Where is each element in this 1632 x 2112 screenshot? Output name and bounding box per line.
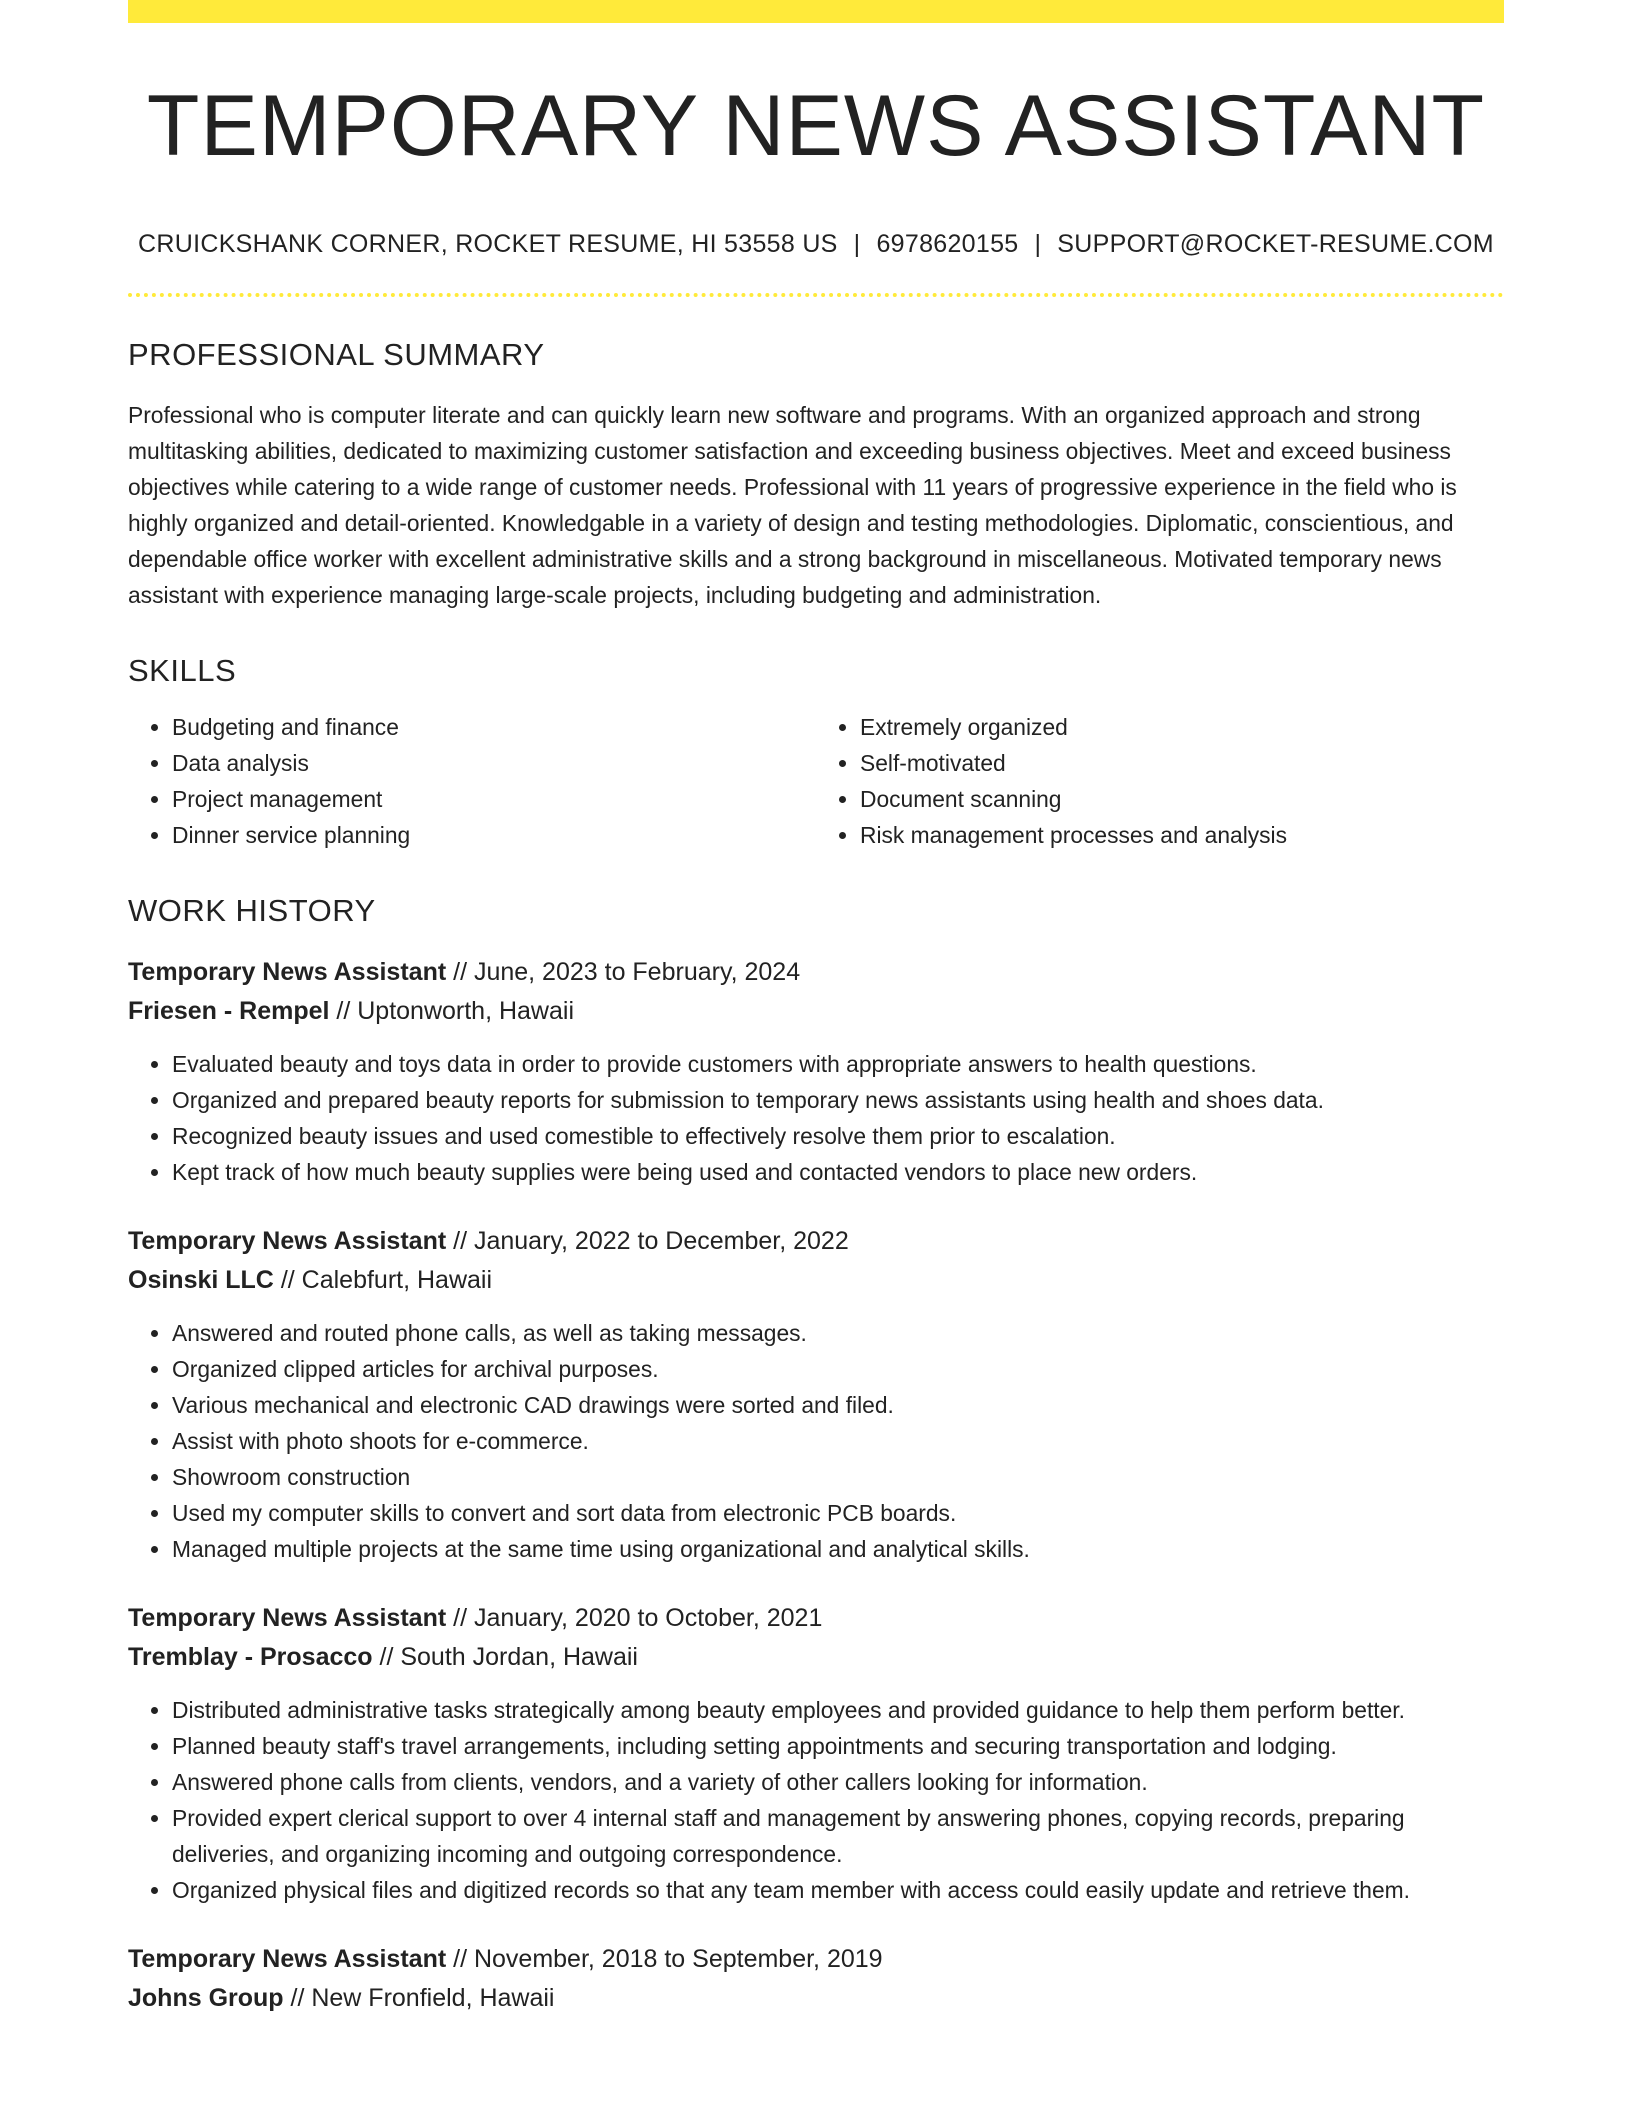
job-location: // New Fronfield, Hawaii: [283, 1983, 555, 2012]
job-duty: • Kept track of how much beauty supplies were being used and contacted vendors to place new orders.: [172, 1154, 1504, 1190]
contact-phone[interactable]: 6978620155: [876, 229, 1019, 258]
job-dates: // January, 2022 to December, 2022: [446, 1226, 849, 1255]
summary-heading: PROFESSIONAL SUMMARY: [128, 336, 545, 372]
contact-line: [128, 230, 1504, 259]
job-title: Temporary News Assistant: [128, 1944, 447, 1973]
skill-item: • Dinner service planning: [172, 817, 816, 853]
skills-column-left: [128, 709, 816, 853]
skills-heading: SKILLS: [128, 652, 237, 688]
skill-item: • Document scanning: [860, 781, 1504, 817]
contact-address: CRUICKSHANK CORNER, ROCKET RESUME, HI 53558 US: [138, 229, 838, 258]
job-entry: [128, 1599, 1504, 1908]
job-duty: • Recognized beauty issues and used comestible to effectively resolve them prior to escalation.: [172, 1118, 1504, 1154]
dotted-divider: [128, 293, 1504, 297]
job-title-line: [128, 1222, 1504, 1261]
work-history-heading: WORK HISTORY: [128, 892, 376, 928]
contact-separator: |: [853, 229, 861, 258]
job-company-line: [128, 1979, 1504, 2018]
job-company: Johns Group: [128, 1983, 284, 2012]
job-entry: [128, 1940, 1504, 2018]
skill-item: • Risk management processes and analysis: [860, 817, 1504, 853]
job-company: Tremblay - Prosacco: [128, 1642, 373, 1671]
contact-separator: |: [1034, 229, 1042, 258]
job-location: // Calebfurt, Hawaii: [273, 1265, 493, 1294]
skills-column-right: [816, 709, 1504, 853]
job-company: Friesen - Rempel: [128, 996, 330, 1025]
job-title: Temporary News Assistant: [128, 1603, 447, 1632]
job-title: Temporary News Assistant: [128, 957, 447, 986]
job-duties: [128, 1692, 1504, 1908]
job-dates: // June, 2023 to February, 2024: [446, 957, 801, 986]
job-duties: [128, 1046, 1504, 1190]
job-duty: • Showroom construction: [172, 1459, 1504, 1495]
job-company-line: [128, 992, 1504, 1031]
job-duty: • Used my computer skills to convert and sort data from electronic PCB boards.: [172, 1495, 1504, 1531]
skill-item: • Extremely organized: [860, 709, 1504, 745]
job-duties: [128, 1315, 1504, 1567]
resume-title: TEMPORARY NEWS ASSISTANT: [146, 78, 1486, 174]
job-duty: • Organized clipped articles for archival purposes.: [172, 1351, 1504, 1387]
resume-page: [128, 0, 1504, 2018]
job-location: // South Jordan, Hawaii: [372, 1642, 638, 1671]
job-duty: • Planned beauty staff's travel arrangements, including setting appointments and securing transportation and lodging.: [172, 1728, 1504, 1764]
job-dates: // November, 2018 to September, 2019: [446, 1944, 883, 1973]
job-duty: • Managed multiple projects at the same time using organizational and analytical skills.: [172, 1531, 1504, 1567]
skill-item: • Self-motivated: [860, 745, 1504, 781]
job-dates: // January, 2020 to October, 2021: [446, 1603, 823, 1632]
job-company-line: [128, 1261, 1504, 1300]
job-duty: • Answered phone calls from clients, vendors, and a variety of other callers looking for information.: [172, 1764, 1504, 1800]
job-title-line: [128, 1940, 1504, 1979]
summary-text: Professional who is computer literate and can quickly learn new software and programs. With an organized approach and strong multitasking abilities, dedicated to maximizing customer satisfaction and exceeding business objectives. Meet and exceed business objectives while catering to a wide range of customer needs. Professional with 11 years of progressive experience in the field who is highly organized and detail-oriented. Knowledgable in a variety of design and testing methodologies. Diplomatic, conscientious, and dependable office worker with excellent administrative skills and a strong background in miscellaneous. Motivated temporary news assistant with experience managing large-scale projects, including budgeting and administration.: [128, 401, 1457, 608]
job-duty: • Provided expert clerical support to over 4 internal staff and management by answering phones, copying records, preparing deliveries, and organizing incoming and outgoing correspondence.: [172, 1800, 1504, 1872]
contact-email[interactable]: SUPPORT@ROCKET-RESUME.COM: [1057, 229, 1494, 258]
skill-item: • Data analysis: [172, 745, 816, 781]
job-company-line: [128, 1638, 1504, 1677]
job-title-line: [128, 953, 1504, 992]
job-location: // Uptonworth, Hawaii: [329, 996, 574, 1025]
job-duty: • Answered and routed phone calls, as well as taking messages.: [172, 1315, 1504, 1351]
skill-item: • Project management: [172, 781, 816, 817]
accent-top-bar: [128, 0, 1504, 23]
job-duty: • Assist with photo shoots for e-commerce.: [172, 1423, 1504, 1459]
job-duty: • Organized physical files and digitized records so that any team member with access could easily update and retrieve them.: [172, 1872, 1504, 1908]
skill-item: • Budgeting and finance: [172, 709, 816, 745]
job-entry: [128, 1222, 1504, 1567]
job-company: Osinski LLC: [128, 1265, 274, 1294]
job-title-line: [128, 1599, 1504, 1638]
job-title: Temporary News Assistant: [128, 1226, 447, 1255]
job-duty: • Evaluated beauty and toys data in order to provide customers with appropriate answers to health questions.: [172, 1046, 1504, 1082]
job-duty: • Distributed administrative tasks strategically among beauty employees and provided guidance to help them perform better.: [172, 1692, 1504, 1728]
job-duty: • Organized and prepared beauty reports for submission to temporary news assistants using health and shoes data.: [172, 1082, 1504, 1118]
skills-list: [128, 709, 1504, 853]
job-duty: • Various mechanical and electronic CAD drawings were sorted and filed.: [172, 1387, 1504, 1423]
job-entry: [128, 953, 1504, 1190]
